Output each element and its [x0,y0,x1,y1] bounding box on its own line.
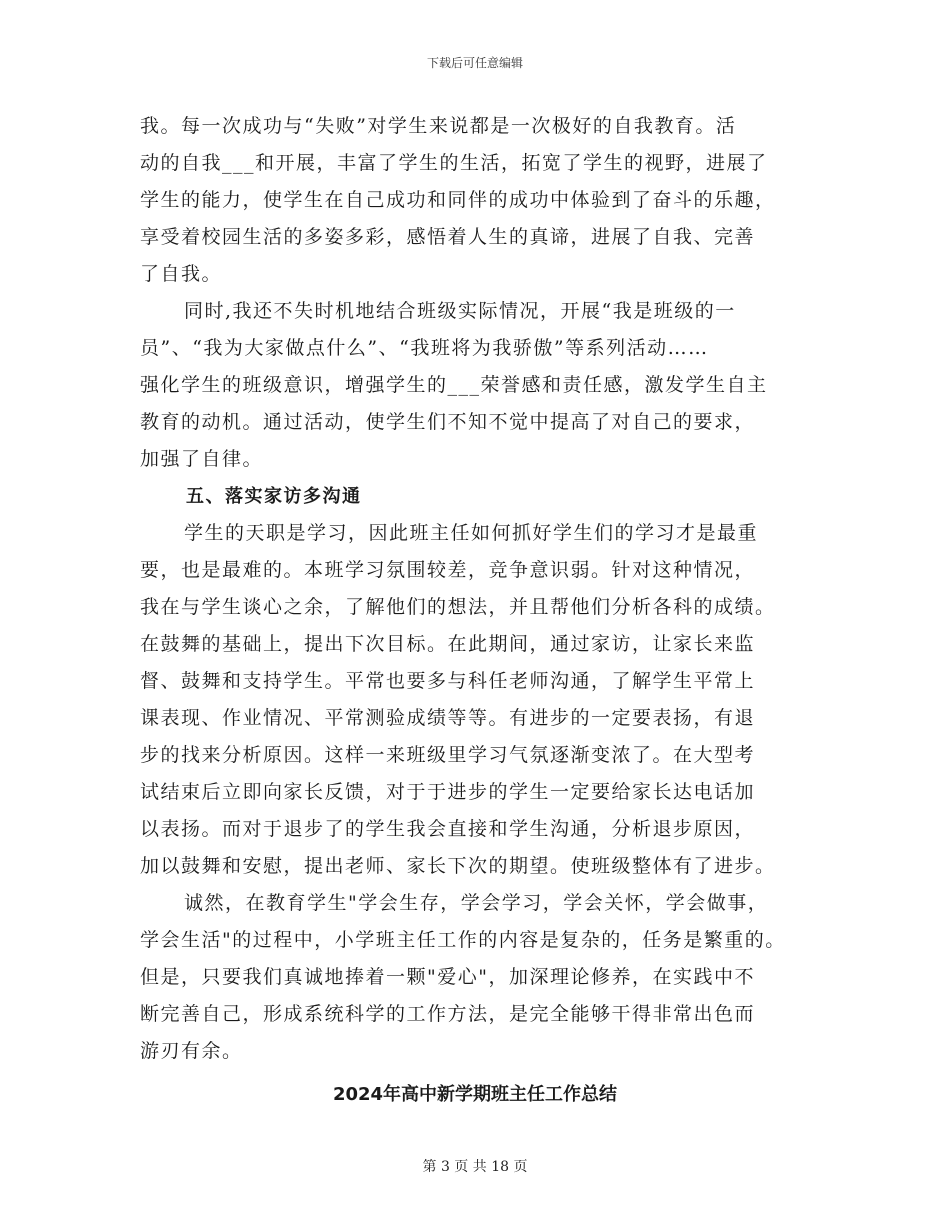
section-heading: 五、落实家访多沟通 [186,486,362,507]
paragraph-4 [140,885,820,1070]
paragraph-2 [140,293,820,478]
text-line: 享受着校园生活的多姿多彩，感悟着人生的真谛，进展了自我、完善 [140,226,756,248]
text-line: 试结束后立即向家长反馈，对于于进步的学生一定要给家长达电话加 [140,781,756,803]
text-line: 我在与学生谈心之余，了解他们的想法，并且帮他们分析各科的成绩。 [140,596,776,618]
text-line: 教育的动机。通过活动，使学生们不知不觉中提高了对自己的要求， [140,411,756,433]
page-header: 下载后可任意编辑 [426,56,523,70]
document-title: 2024年高中新学期班主任工作总结 [332,1084,618,1105]
text-line: 在鼓舞的基础上，提出下次目标。在此期间，通过家访，让家长来监 [140,633,756,655]
text-line: 学生的天职是学习，因此班主任如何抓好学生们的学习才是最重 [184,522,759,544]
text-line: 要，也是最难的。本班学习氛围较差，竞争意识弱。针对这种情况， [140,559,756,581]
text-line: 加以鼓舞和安慰，提出老师、家长下次的期望。使班级整体有了进步。 [140,855,776,877]
text-line: 诚然，在教育学生"学会生存，学会学习，学会关怀，学会做事， [184,892,769,914]
paragraph-1 [140,108,820,293]
text-line: 以表扬。而对于退步了的学生我会直接和学生沟通，分析退步原因， [140,818,756,840]
text-line: 督、鼓舞和支持学生。平常也要多与科任老师沟通，了解学生平常上 [140,670,756,692]
text-line: 我。每一次成功与“失败”对学生来说都是一次极好的自我教育。活 [140,115,737,137]
text-line: 动的自我___和开展，丰富了学生的生活，拓宽了学生的视野，进展了 [140,152,768,174]
text-line: 学会生活"的过程中，小学班主任工作的内容是复杂的，任务是繁重的。 [140,929,786,951]
text-line: 断完善自己，形成系统科学的工作方法，是完全能够干得非常出色而 [140,1003,756,1025]
page-footer: 第 3 页 共 18 页 [422,1159,528,1175]
text-line: 课表现、作业情况、平常测验成绩等等。有进步的一定要表扬，有退 [140,707,756,729]
text-line: 员”、“我为大家做点什么”、“我班将为我骄傲”等系列活动…… [140,337,709,359]
text-line: 学生的能力，使学生在自己成功和同伴的成功中体验到了奋斗的乐趣， [140,189,776,211]
text-line: 同时,我还不失时机地结合班级实际情况，开展“我是班级的一 [184,300,736,322]
text-line: 强化学生的班级意识，增强学生的___荣誉感和责任感，激发学生自主 [140,374,768,396]
text-line: 但是，只要我们真诚地捧着一颗"爱心"，加深理论修养，在实践中不 [140,966,755,988]
paragraph-3 [140,515,820,885]
text-line: 加强了自律。 [140,448,264,470]
document-body [140,108,820,1070]
text-line: 步的找来分析原因。这样一来班级里学习气氛逐渐变浓了。在大型考 [140,744,756,766]
text-line: 了自我。 [140,263,223,285]
text-line: 游刃有余。 [140,1040,243,1062]
